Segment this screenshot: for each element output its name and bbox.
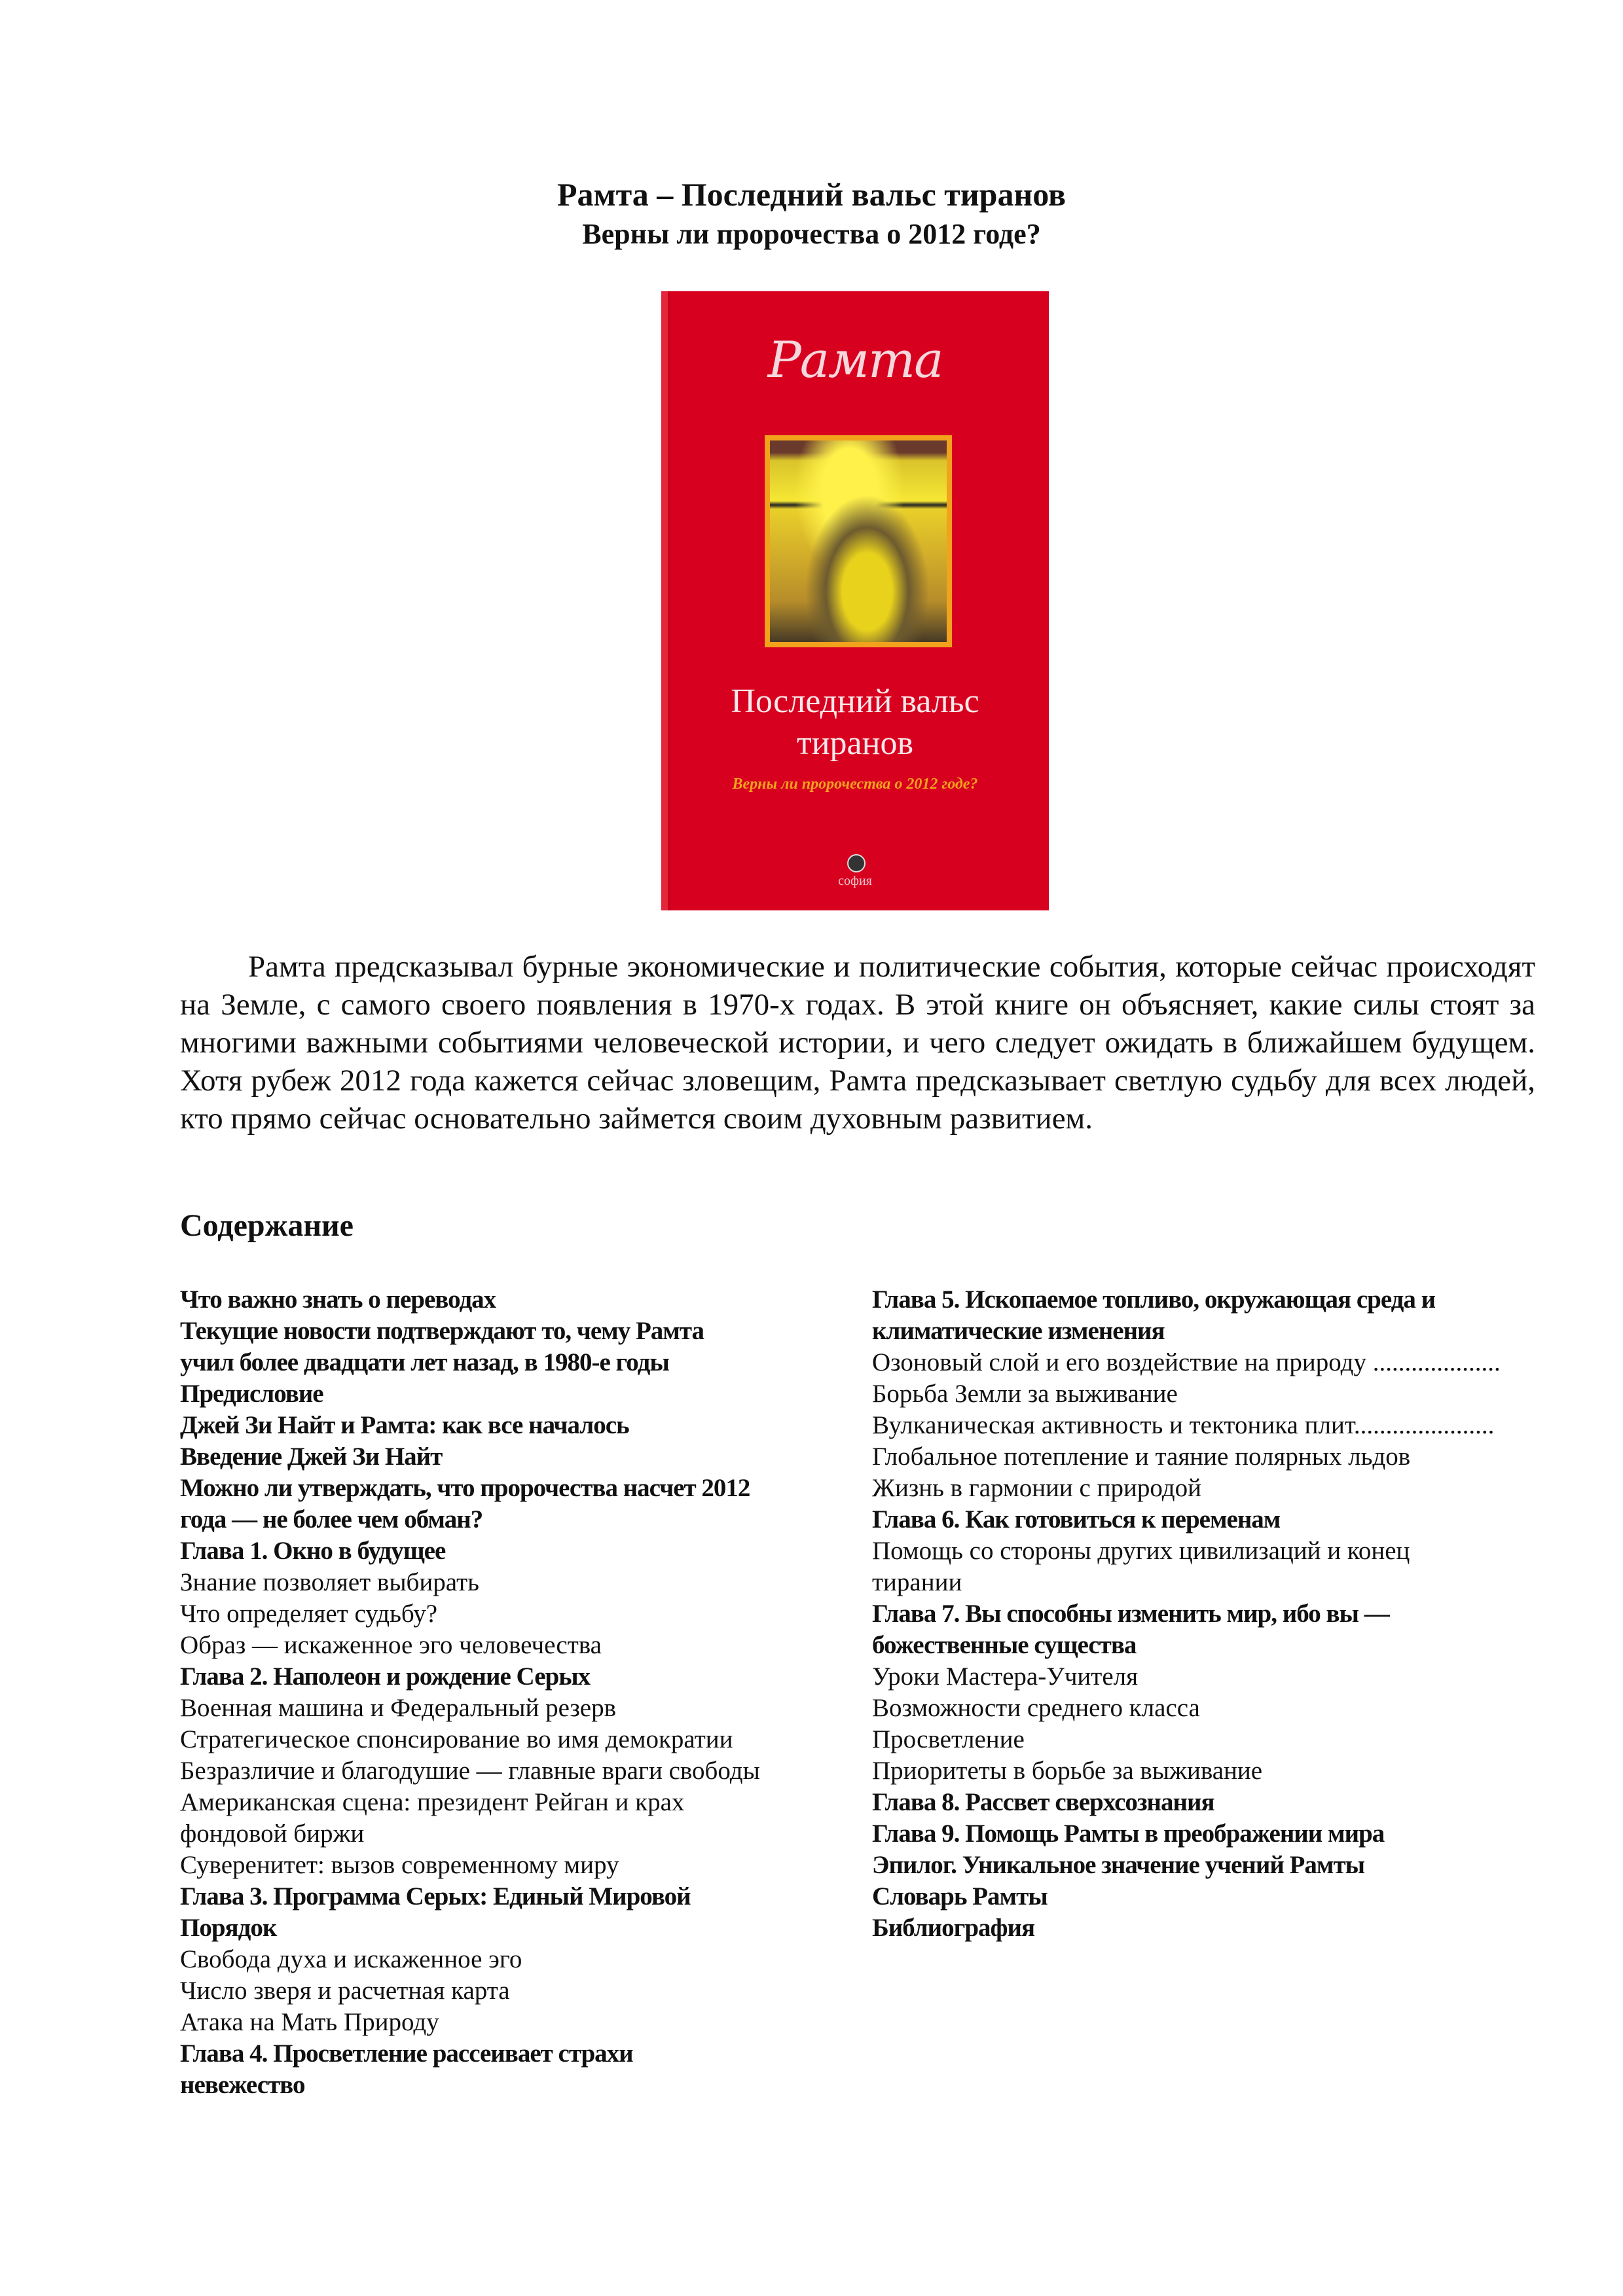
toc-entry: Что определяет судьбу? xyxy=(180,1600,438,1628)
toc-entry: Глава 7. Вы способны изменить мир, ибо вы — xyxy=(872,1600,1389,1628)
toc-entry: Число зверя и расчетная карта xyxy=(180,1977,510,2005)
toc-left-column xyxy=(180,1284,835,2101)
toc-entry: Стратегическое спонсирование во имя демократии xyxy=(180,1725,733,1753)
toc-entry: Суверенитет: вызов современному миру xyxy=(180,1851,619,1879)
toc-entry: Озоновый слой и его воздействие на природу .................... xyxy=(872,1348,1501,1376)
toc-entry: Глава 4. Просветление рассеивает страхи xyxy=(180,2039,633,2068)
toc-entry: Что важно знать о переводах xyxy=(180,1285,496,1314)
toc-entry: Возможности среднего класса xyxy=(872,1694,1200,1722)
toc-entry: Эпилог. Уникальное значение учений Рамты xyxy=(872,1851,1365,1879)
toc-entry: Борьба Земли за выживание xyxy=(872,1380,1178,1408)
toc-entry: климатические изменения xyxy=(872,1317,1165,1345)
toc-entry: Глава 5. Ископаемое топливо, окружающая среда и xyxy=(872,1285,1436,1314)
toc-entry: Предисловие xyxy=(180,1380,323,1408)
toc-entry: Глобальное потепление и таяние полярных льдов xyxy=(872,1443,1411,1471)
document-subtitle: Верны ли пророчества о 2012 годе? xyxy=(582,218,1041,250)
toc-entry: Библиография xyxy=(872,1914,1035,1942)
toc-entry: Американская сцена: президент Рейган и крах xyxy=(180,1788,685,1816)
toc-entry: Атака на Мать Природу xyxy=(180,2008,439,2036)
toc-entry: Просветление xyxy=(872,1725,1025,1753)
toc-entry: Знание позволяет выбирать xyxy=(180,1568,479,1596)
toc-entry: Приоритеты в борьбе за выживание xyxy=(872,1757,1263,1785)
toc-entry: Образ — искаженное эго человечества xyxy=(180,1631,602,1659)
toc-entry: Помощь со стороны других цивилизаций и конец xyxy=(872,1537,1410,1565)
cover-publisher: софия xyxy=(838,874,872,888)
toc-entry: Безразличие и благодушие — главные враги свободы xyxy=(180,1757,760,1785)
toc-entry: фондовой биржи xyxy=(180,1820,365,1848)
cover-artwork xyxy=(765,435,952,647)
toc-entry: Глава 3. Программа Серых: Единый Мировой xyxy=(180,1882,691,1910)
toc-entry: Можно ли утверждать, что пророчества насчет 2012 xyxy=(180,1474,750,1502)
toc-entry: Глава 9. Помощь Рамты в преображении мира xyxy=(872,1820,1385,1848)
toc-entry: Свобода духа и искаженное эго xyxy=(180,1945,522,1973)
toc-entry: Джей Зи Найт и Рамта: как все началось xyxy=(180,1411,629,1439)
toc-right-column xyxy=(872,1284,1553,1944)
document-title: Рамта – Последний вальс тиранов xyxy=(556,176,1067,213)
toc-entry: Глава 6. Как готовиться к переменам xyxy=(872,1505,1281,1534)
toc-entry: года — не более чем обман? xyxy=(180,1505,483,1534)
toc-entry: невежество xyxy=(180,2071,305,2099)
toc-entry: Уроки Мастера-Учителя xyxy=(872,1662,1139,1691)
cover-subtitle: Верны ли пророчества о 2012 годе? xyxy=(732,776,978,793)
toc-entry: Введение Джей Зи Найт xyxy=(180,1443,443,1471)
toc-entry: Жизнь в гармонии с природой xyxy=(872,1474,1201,1502)
toc-entry: Глава 8. Рассвет сверхсознания xyxy=(872,1788,1214,1816)
toc-entry: Порядок xyxy=(180,1914,277,1942)
cover-author: Рамта xyxy=(767,331,943,389)
toc-heading: Содержание xyxy=(180,1208,354,1243)
cover-title: Последний вальс тиранов xyxy=(731,683,979,762)
toc-entry: Вулканическая активность и тектоника плит...................... xyxy=(872,1411,1495,1439)
toc-entry: Текущие новости подтверждают то, чему Рамта xyxy=(180,1317,704,1345)
toc-entry: Словарь Рамты xyxy=(872,1882,1048,1910)
toc-entry: тирании xyxy=(872,1568,962,1596)
toc-entry: Глава 2. Наполеон и рождение Серых xyxy=(180,1662,591,1691)
toc-entry: учил более двадцати лет назад, в 1980-е годы xyxy=(180,1348,669,1376)
publisher-logo-icon xyxy=(847,854,866,872)
toc-entry: божественные существа xyxy=(872,1631,1137,1659)
toc-entry: Глава 1. Окно в будущее xyxy=(180,1537,446,1565)
book-description: Рамта предсказывал бурные экономические и политические события, которые сейчас происходят на Земле, с самого своего появления в 1970-х годах. В этой книге он объясняет, какие силы стоят за многими важными событиями человеческой истории, и чего следует ожидать в ближайшем будущем. Хотя рубеж 2012 года кажется сейчас зловещим, Рамта предсказывает светлую судьбу для всех людей, кто прямо сейчас основательно займется своим духовным развитием. xyxy=(180,950,1535,1136)
book-cover-image xyxy=(661,291,1049,910)
toc-entry: Военная машина и Федеральный резерв xyxy=(180,1694,616,1722)
